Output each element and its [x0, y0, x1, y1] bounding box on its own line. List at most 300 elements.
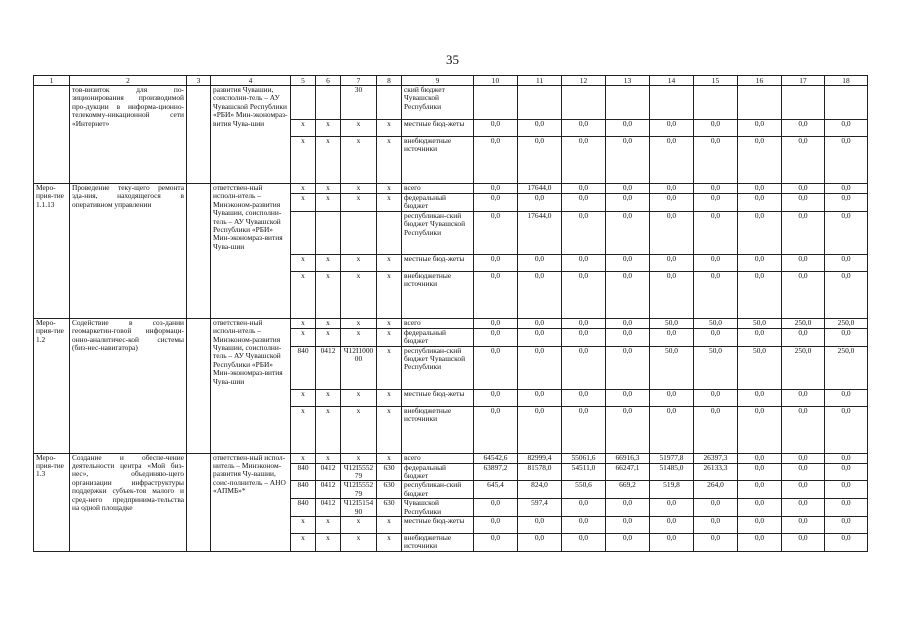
amount-cell: 0,0 — [606, 499, 650, 517]
section-code-cell: 0412 — [316, 481, 341, 499]
amount-cell: 0,0 — [562, 346, 606, 389]
amount-cell: 0,0 — [825, 481, 868, 499]
page-number: 35 — [446, 52, 459, 67]
expense-type-cell: х — [377, 194, 402, 212]
amount-cell: 0,0 — [782, 120, 825, 137]
section-code-cell: х — [316, 517, 341, 534]
amount-cell: 0,0 — [606, 328, 650, 346]
amount-cell: 0,0 — [562, 271, 606, 318]
amount-cell — [694, 86, 738, 120]
section-code-cell: х — [316, 184, 341, 194]
amount-cell — [738, 86, 782, 120]
executor-cell: ответствен-ный испол-нитель – Минэконом-развития Чу-вашии, соис-полнитель – АНО «АПМБ»* — [211, 453, 291, 551]
amount-cell: 0,0 — [738, 271, 782, 318]
target-article-cell: х — [341, 254, 377, 271]
amount-cell: 17644,0 — [518, 211, 562, 254]
section-code-cell: 0412 — [316, 463, 341, 481]
amount-cell: 0,0 — [782, 453, 825, 463]
amount-cell: 17644,0 — [518, 184, 562, 194]
event-description-cell: тов-визиток для по-зиционирования производимой про-дукции в информа-ционно-телекомму-никационной сети «Интернет» — [70, 86, 187, 184]
expense-type-cell: х — [377, 318, 402, 328]
section-code-cell: х — [316, 534, 341, 552]
amount-cell: 0,0 — [474, 211, 518, 254]
column-number: 15 — [694, 76, 738, 86]
funding-source-cell: республикан-ский бюджет — [402, 481, 474, 499]
amount-cell: 0,0 — [606, 271, 650, 318]
amount-cell: 51977,8 — [650, 453, 694, 463]
event-description-cell: Проведение теку-щего ремонта зда-ния, находящегося в оперативном управлении — [70, 184, 187, 319]
amount-cell: 82999,4 — [518, 453, 562, 463]
executor-cell: развития Чувашии, соисполни-тель – АУ Чувашской Республики «РБИ» Мин-экономраз-вития Чува-шии — [211, 86, 291, 184]
amount-cell: 64542,6 — [474, 453, 518, 463]
amount-cell: 0,0 — [474, 120, 518, 137]
column-number: 10 — [474, 76, 518, 86]
expense-type-cell: х — [377, 184, 402, 194]
amount-cell: 0,0 — [474, 137, 518, 184]
column-number: 12 — [562, 76, 606, 86]
amount-cell: 550,6 — [562, 481, 606, 499]
grbs-code-cell: х — [291, 254, 316, 271]
amount-cell: 0,0 — [474, 254, 518, 271]
amount-cell: 0,0 — [606, 120, 650, 137]
column-number: 3 — [187, 76, 211, 86]
amount-cell: 0,0 — [825, 328, 868, 346]
amount-cell: 0,0 — [650, 120, 694, 137]
grbs-code-cell: х — [291, 120, 316, 137]
amount-cell: 0,0 — [606, 406, 650, 453]
target-article-cell: х — [341, 120, 377, 137]
section-code-cell: х — [316, 389, 341, 406]
expense-type-cell: х — [377, 137, 402, 184]
amount-cell: 0,0 — [694, 328, 738, 346]
amount-cell: 0,0 — [694, 120, 738, 137]
amount-cell: 0,0 — [782, 517, 825, 534]
amount-cell: 50,0 — [738, 346, 782, 389]
amount-cell: 0,0 — [562, 406, 606, 453]
expense-type-cell: х — [377, 346, 402, 389]
section-code-cell: х — [316, 254, 341, 271]
grbs-code-cell: х — [291, 271, 316, 318]
section-code-cell: 0412 — [316, 499, 341, 517]
amount-cell: 0,0 — [606, 389, 650, 406]
grbs-code-cell — [291, 86, 316, 120]
section-code-cell: х — [316, 137, 341, 184]
column-number: 2 — [70, 76, 187, 86]
amount-cell: 0,0 — [650, 254, 694, 271]
amount-cell: 0,0 — [782, 406, 825, 453]
target-article-cell: х — [341, 318, 377, 328]
amount-cell: 0,0 — [474, 318, 518, 328]
amount-cell: 0,0 — [562, 499, 606, 517]
expense-type-cell: 630 — [377, 499, 402, 517]
amount-cell: 0,0 — [474, 534, 518, 552]
amount-cell: 0,0 — [738, 481, 782, 499]
grbs-code-cell: х — [291, 534, 316, 552]
amount-cell: 0,0 — [782, 271, 825, 318]
amount-cell: 0,0 — [694, 534, 738, 552]
amount-cell: 0,0 — [474, 184, 518, 194]
section-code-cell: х — [316, 194, 341, 212]
section-code-cell — [316, 86, 341, 120]
grbs-code-cell: х — [291, 389, 316, 406]
amount-cell: 0,0 — [782, 534, 825, 552]
grbs-code-cell: х — [291, 406, 316, 453]
amount-cell: 0,0 — [650, 499, 694, 517]
amount-cell: 0,0 — [562, 517, 606, 534]
amount-cell: 0,0 — [738, 328, 782, 346]
event-name-cell: Меро-прия-тие 1.1.13 — [34, 184, 70, 319]
header-row — [34, 76, 868, 86]
expense-type-cell — [377, 211, 402, 254]
funding-source-cell: федеральный бюджет — [402, 328, 474, 346]
amount-cell: 0,0 — [562, 184, 606, 194]
funding-source-cell: всего — [402, 453, 474, 463]
amount-cell: 0,0 — [825, 271, 868, 318]
column-number: 9 — [402, 76, 474, 86]
goal-indicator-cell — [187, 318, 211, 453]
amount-cell: 0,0 — [694, 517, 738, 534]
target-article-cell: Ч12I5552 79 — [341, 463, 377, 481]
funding-source-cell: внебюджетные источники — [402, 137, 474, 184]
amount-cell: 0,0 — [474, 406, 518, 453]
amount-cell: 0,0 — [738, 194, 782, 212]
amount-cell: 0,0 — [606, 254, 650, 271]
amount-cell: 50,0 — [650, 318, 694, 328]
amount-cell: 824,0 — [518, 481, 562, 499]
expense-type-cell: х — [377, 534, 402, 552]
grbs-code-cell: х — [291, 184, 316, 194]
column-number: 1 — [34, 76, 70, 86]
amount-cell: 250,0 — [782, 318, 825, 328]
amount-cell: 0,0 — [738, 453, 782, 463]
grbs-code-cell: 840 — [291, 499, 316, 517]
column-number: 11 — [518, 76, 562, 86]
expense-type-cell: х — [377, 517, 402, 534]
amount-cell: 0,0 — [650, 271, 694, 318]
expense-type-cell: х — [377, 328, 402, 346]
executor-cell: ответствен-ный исполн-итель – Минэконом-развития Чувашии, соисполни-тель – АУ Чувашской Республики «РБИ» Мин-экономраз-вития Чува-шии — [211, 184, 291, 319]
column-number: 7 — [341, 76, 377, 86]
event-description-cell: Создание и обеспе-чение деятельности центра «Мой биз-нес», объединяю-щего организации инфраструктуры поддержки субъек-тов малого и сред-него предпринима-тельства на одной площадке — [70, 453, 187, 551]
amount-cell — [606, 86, 650, 120]
amount-cell: 0,0 — [782, 211, 825, 254]
amount-cell: 0,0 — [694, 406, 738, 453]
grbs-code-cell: х — [291, 194, 316, 212]
target-article-cell: Ч12I5154 90 — [341, 499, 377, 517]
amount-cell: 0,0 — [562, 137, 606, 184]
amount-cell: 0,0 — [474, 517, 518, 534]
amount-cell: 54511,0 — [562, 463, 606, 481]
amount-cell: 0,0 — [650, 517, 694, 534]
amount-cell: 0,0 — [650, 328, 694, 346]
amount-cell: 50,0 — [694, 318, 738, 328]
expense-type-cell: х — [377, 254, 402, 271]
section-code-cell: х — [316, 120, 341, 137]
grbs-code-cell: 840 — [291, 481, 316, 499]
amount-cell: 0,0 — [474, 271, 518, 318]
column-number: 16 — [738, 76, 782, 86]
target-article-cell: х — [341, 389, 377, 406]
section-code-cell: 0412 — [316, 346, 341, 389]
amount-cell: 0,0 — [606, 211, 650, 254]
target-article-cell: х — [341, 534, 377, 552]
amount-cell: 250,0 — [825, 318, 868, 328]
grbs-code-cell: х — [291, 453, 316, 463]
amount-cell: 0,0 — [825, 463, 868, 481]
amount-cell: 0,0 — [606, 318, 650, 328]
amount-cell: 66247,1 — [606, 463, 650, 481]
amount-cell: 51485,0 — [650, 463, 694, 481]
column-number: 5 — [291, 76, 316, 86]
funding-source-cell: местные бюд-жеты — [402, 517, 474, 534]
event-description-cell: Содействие в соз-дании геомаркетин-говой информаци-онно-аналитичес-кой системы (биз-нес-навигатора) — [70, 318, 187, 453]
amount-cell: 0,0 — [825, 389, 868, 406]
amount-cell: 0,0 — [738, 406, 782, 453]
amount-cell: 0,0 — [518, 318, 562, 328]
amount-cell: 0,0 — [518, 137, 562, 184]
amount-cell: 0,0 — [825, 534, 868, 552]
target-article-cell — [341, 211, 377, 254]
amount-cell: 55061,6 — [562, 453, 606, 463]
amount-cell: 0,0 — [518, 534, 562, 552]
amount-cell: 0,0 — [606, 346, 650, 389]
amount-cell: 0,0 — [474, 194, 518, 212]
column-number: 4 — [211, 76, 291, 86]
section-code-cell: х — [316, 453, 341, 463]
grbs-code-cell: 840 — [291, 346, 316, 389]
amount-cell: 0,0 — [650, 211, 694, 254]
amount-cell: 0,0 — [694, 184, 738, 194]
funding-source-cell: местные бюд-жеты — [402, 254, 474, 271]
expense-type-cell: 630 — [377, 481, 402, 499]
table-row — [34, 86, 868, 120]
amount-cell: 0,0 — [782, 463, 825, 481]
amount-cell: 0,0 — [782, 137, 825, 184]
amount-cell: 0,0 — [694, 194, 738, 212]
amount-cell: 0,0 — [518, 406, 562, 453]
amount-cell: 0,0 — [518, 271, 562, 318]
amount-cell: 0,0 — [782, 328, 825, 346]
amount-cell: 0,0 — [650, 194, 694, 212]
amount-cell: 0,0 — [562, 389, 606, 406]
amount-cell: 0,0 — [474, 328, 518, 346]
amount-cell: 0,0 — [825, 194, 868, 212]
amount-cell: 0,0 — [650, 184, 694, 194]
expense-type-cell: 630 — [377, 463, 402, 481]
amount-cell: 597,4 — [518, 499, 562, 517]
grbs-code-cell — [291, 211, 316, 254]
amount-cell: 0,0 — [738, 517, 782, 534]
amount-cell: 0,0 — [738, 389, 782, 406]
amount-cell: 264,0 — [694, 481, 738, 499]
funding-source-cell: всего — [402, 318, 474, 328]
expense-type-cell: х — [377, 406, 402, 453]
column-number: 13 — [606, 76, 650, 86]
amount-cell: 0,0 — [825, 406, 868, 453]
amount-cell: 0,0 — [562, 194, 606, 212]
amount-cell: 0,0 — [694, 499, 738, 517]
amount-cell: 250,0 — [782, 346, 825, 389]
amount-cell: 0,0 — [738, 534, 782, 552]
amount-cell: 0,0 — [738, 137, 782, 184]
funding-source-cell: внебюджетные источники — [402, 534, 474, 552]
expense-type-cell: х — [377, 271, 402, 318]
amount-cell: 0,0 — [518, 120, 562, 137]
amount-cell — [650, 86, 694, 120]
section-code-cell: х — [316, 328, 341, 346]
amount-cell: 0,0 — [694, 137, 738, 184]
grbs-code-cell: х — [291, 328, 316, 346]
grbs-code-cell: х — [291, 318, 316, 328]
amount-cell: 50,0 — [694, 346, 738, 389]
amount-cell: 0,0 — [606, 534, 650, 552]
amount-cell: 0,0 — [825, 499, 868, 517]
amount-cell: 0,0 — [825, 184, 868, 194]
amount-cell: 0,0 — [518, 346, 562, 389]
column-number: 17 — [782, 76, 825, 86]
target-article-cell: х — [341, 453, 377, 463]
table-row — [34, 318, 868, 328]
budget-table — [33, 75, 868, 552]
target-article-cell: Ч12I1000 00 — [341, 346, 377, 389]
amount-cell: 66916,3 — [606, 453, 650, 463]
amount-cell: 0,0 — [694, 271, 738, 318]
funding-source-cell: всего — [402, 184, 474, 194]
grbs-code-cell: х — [291, 517, 316, 534]
amount-cell: 0,0 — [825, 211, 868, 254]
amount-cell: 519,8 — [650, 481, 694, 499]
table-body — [34, 76, 868, 552]
funding-source-cell: внебюджетные источники — [402, 406, 474, 453]
amount-cell: 0,0 — [782, 389, 825, 406]
target-article-cell: х — [341, 517, 377, 534]
amount-cell — [474, 86, 518, 120]
goal-indicator-cell — [187, 86, 211, 184]
amount-cell: 0,0 — [650, 534, 694, 552]
event-name-cell: Меро-прия-тие 1.3 — [34, 453, 70, 551]
grbs-code-cell: 840 — [291, 463, 316, 481]
funding-source-cell: Чувашской Республики — [402, 499, 474, 517]
amount-cell — [562, 86, 606, 120]
target-article-cell: х — [341, 328, 377, 346]
amount-cell: 0,0 — [562, 120, 606, 137]
amount-cell: 0,0 — [694, 254, 738, 271]
amount-cell: 0,0 — [562, 318, 606, 328]
table-row — [34, 184, 868, 194]
amount-cell: 0,0 — [650, 406, 694, 453]
expense-type-cell: х — [377, 389, 402, 406]
goal-indicator-cell — [187, 453, 211, 551]
amount-cell: 0,0 — [650, 389, 694, 406]
amount-cell: 26133,3 — [694, 463, 738, 481]
event-name-cell — [34, 86, 70, 184]
amount-cell: 0,0 — [782, 194, 825, 212]
amount-cell: 0,0 — [738, 499, 782, 517]
amount-cell: 0,0 — [562, 534, 606, 552]
funding-source-cell: внебюджетные источники — [402, 271, 474, 318]
amount-cell: 0,0 — [782, 481, 825, 499]
amount-cell: 0,0 — [518, 517, 562, 534]
expense-type-cell — [377, 86, 402, 120]
amount-cell — [825, 86, 868, 120]
amount-cell — [518, 86, 562, 120]
target-article-cell: х — [341, 406, 377, 453]
amount-cell: 0,0 — [474, 346, 518, 389]
amount-cell: 0,0 — [518, 389, 562, 406]
amount-cell: 0,0 — [518, 328, 562, 346]
expense-type-cell: х — [377, 120, 402, 137]
goal-indicator-cell — [187, 184, 211, 319]
amount-cell: 0,0 — [782, 254, 825, 271]
amount-cell: 645,4 — [474, 481, 518, 499]
funding-source-cell: федеральный бюджет — [402, 194, 474, 212]
target-article-cell: х — [341, 271, 377, 318]
amount-cell: 0,0 — [738, 184, 782, 194]
amount-cell: 50,0 — [650, 346, 694, 389]
section-code-cell: х — [316, 406, 341, 453]
event-name-cell: Меро-прия-тие 1.2 — [34, 318, 70, 453]
funding-source-cell: местные бюд-жеты — [402, 120, 474, 137]
funding-source-cell: федеральный бюджет — [402, 463, 474, 481]
amount-cell: 0,0 — [606, 184, 650, 194]
amount-cell: 0,0 — [650, 137, 694, 184]
amount-cell: 0,0 — [562, 328, 606, 346]
funding-source-cell: местные бюд-жеты — [402, 389, 474, 406]
target-article-cell: х — [341, 137, 377, 184]
section-code-cell — [316, 211, 341, 254]
amount-cell: 0,0 — [825, 137, 868, 184]
section-code-cell: х — [316, 271, 341, 318]
amount-cell: 0,0 — [606, 194, 650, 212]
amount-cell: 50,0 — [738, 318, 782, 328]
amount-cell: 0,0 — [474, 499, 518, 517]
amount-cell: 669,2 — [606, 481, 650, 499]
funding-source-cell: республикан-ский бюджет Чувашской Республики — [402, 211, 474, 254]
amount-cell: 0,0 — [738, 463, 782, 481]
amount-cell: 0,0 — [694, 211, 738, 254]
amount-cell: 81578,0 — [518, 463, 562, 481]
amount-cell: 0,0 — [738, 211, 782, 254]
amount-cell: 0,0 — [738, 254, 782, 271]
target-article-cell: 30 — [341, 86, 377, 120]
amount-cell: 0,0 — [606, 517, 650, 534]
executor-cell: ответствен-ный исполн-итель – Минэконом-развития Чувашии, соисполни-тель – АУ Чувашской Республики «РБИ» Мин-экономраз-вития Чува-шии — [211, 318, 291, 453]
amount-cell: 0,0 — [782, 184, 825, 194]
amount-cell: 0,0 — [782, 499, 825, 517]
funding-source-cell: ский бюджет Чувашской Республики — [402, 86, 474, 120]
column-number: 6 — [316, 76, 341, 86]
column-number: 18 — [825, 76, 868, 86]
amount-cell — [782, 86, 825, 120]
target-article-cell: х — [341, 194, 377, 212]
table-row — [34, 453, 868, 463]
amount-cell: 0,0 — [694, 389, 738, 406]
amount-cell: 63897,2 — [474, 463, 518, 481]
amount-cell: 0,0 — [518, 194, 562, 212]
amount-cell: 0,0 — [518, 254, 562, 271]
amount-cell: 0,0 — [738, 120, 782, 137]
amount-cell: 0,0 — [825, 453, 868, 463]
amount-cell: 0,0 — [562, 211, 606, 254]
amount-cell: 0,0 — [606, 137, 650, 184]
section-code-cell: х — [316, 318, 341, 328]
target-article-cell: Ч12I5552 79 — [341, 481, 377, 499]
amount-cell: 0,0 — [562, 254, 606, 271]
amount-cell: 0,0 — [825, 254, 868, 271]
amount-cell: 250,0 — [825, 346, 868, 389]
amount-cell: 0,0 — [825, 517, 868, 534]
expense-type-cell: х — [377, 453, 402, 463]
